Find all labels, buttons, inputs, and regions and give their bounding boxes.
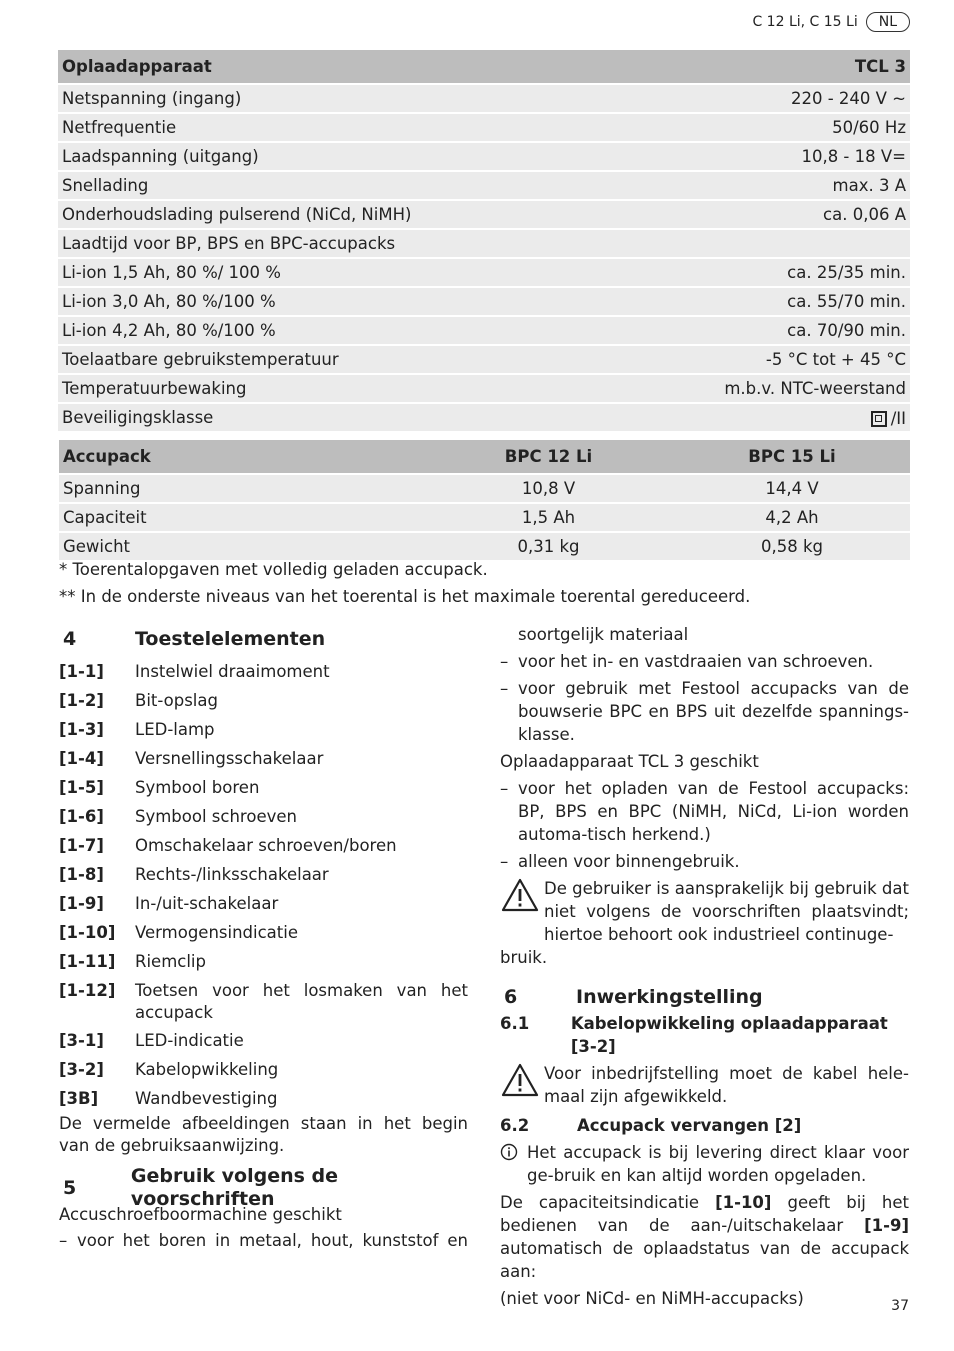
item-label: Versnellingsschakelaar <box>135 749 324 768</box>
spec-label: Onderhoudslading pulserend (NiCd, NiMH) <box>58 201 615 228</box>
protection-class-icon <box>871 411 887 427</box>
section-title: Inwerkingstelling <box>576 985 763 1008</box>
spec-label: Toelaatbare gebruikstemperatuur <box>58 346 615 373</box>
table-row <box>58 404 910 431</box>
item-label: In-/uit-schakelaar <box>135 894 279 913</box>
item-ref: [1-8] <box>59 865 104 884</box>
spec-value: 10,8 - 18 V= <box>615 143 910 170</box>
info-icon <box>500 1141 527 1187</box>
header-cell: TCL 3 <box>615 50 910 83</box>
spec-value <box>615 230 910 257</box>
item-label: Wandbevestiging <box>135 1089 278 1108</box>
spec-label: Capaciteit <box>59 504 423 531</box>
spec-value: 14,4 V <box>674 475 910 502</box>
capacity-paragraph: De capaciteitsindicatie [1-10] geeft bij het bedienen van de aan-/uitschakelaar [1-9] automatisch de oplaadstatus van de accupack aan: <box>500 1193 909 1281</box>
right-column <box>500 623 909 1310</box>
bullet-drilling-cont: soortgelijk materiaal <box>518 625 689 644</box>
warning-icon <box>500 1062 544 1108</box>
spec-label: Li-ion 1,5 Ah, 80 %/ 100 % <box>58 259 615 286</box>
bullet-battery-use: – voor gebruik met Festool accupacks van de bouwserie BPC en BPS uit dezelfde spannings-klasse. <box>500 679 909 744</box>
list-item <box>59 980 468 1024</box>
spec-label: Beveiligingsklasse <box>58 404 615 431</box>
list-item <box>59 947 468 976</box>
charger-intro: Oplaadapparaat TCL 3 geschikt <box>500 752 759 771</box>
list-item <box>59 831 468 860</box>
spec-value: 0,31 kg <box>423 533 674 560</box>
section-6-1-heading: 6.1 Kabelopwikkeling oplaadapparaat [3-2] <box>500 1014 888 1056</box>
item-ref: [1-12] <box>59 981 116 1000</box>
table-row <box>58 85 910 112</box>
list-item <box>59 773 468 802</box>
item-ref: [1-10] <box>59 923 116 942</box>
table-row <box>58 114 910 141</box>
header-cell: Accupack <box>59 440 423 473</box>
item-label: Toetsen voor het losmaken van het accupack <box>135 981 468 1022</box>
spec-label: Laadspanning (uitgang) <box>58 143 615 170</box>
spec-label: Gewicht <box>59 533 423 560</box>
table-row <box>58 230 910 257</box>
section-number: 4 <box>63 627 77 650</box>
table-row <box>59 533 910 560</box>
list-item <box>59 657 468 686</box>
table-row <box>59 504 910 531</box>
warning-liability-cont: bruik. <box>500 948 548 967</box>
list-item <box>59 802 468 831</box>
table-row <box>59 475 910 502</box>
warning-cable: Voor inbedrijfstelling moet de kabel hele-maal zijn afgewikkeld. <box>500 1062 909 1108</box>
item-label: Vermogensindicatie <box>135 923 298 942</box>
spec-label: Netfrequentie <box>58 114 615 141</box>
header-cell: BPC 12 Li <box>423 440 674 473</box>
header-cell: BPC 15 Li <box>674 440 910 473</box>
spec-value: ca. 70/90 min. <box>615 317 910 344</box>
spec-value: m.b.v. NTC-weerstand <box>615 375 910 402</box>
section-title: Gebruik volgens de voorschriften <box>130 1165 339 1210</box>
warning-liability: De gebruiker is aansprakelijk bij gebruik dat niet volgens de voorschriften plaatsvindt; hiertoe behoort ook industrieel continuge- <box>500 877 909 946</box>
item-label: Rechts-/linksschakelaar <box>135 865 329 884</box>
item-label: Symbool schroeven <box>135 807 297 826</box>
item-ref: [1-6] <box>59 807 104 826</box>
spec-value: 220 - 240 V ~ <box>615 85 910 112</box>
component-list <box>59 657 468 976</box>
item-label: Omschakelaar schroeven/boren <box>135 836 397 855</box>
spec-value: 4,2 Ah <box>674 504 910 531</box>
list-item <box>59 1084 468 1113</box>
battery-spec-table <box>59 438 910 562</box>
table-header-row <box>58 50 910 83</box>
item-ref: [3-2] <box>59 1060 104 1079</box>
list-item <box>59 889 468 918</box>
table-row <box>58 288 910 315</box>
table-row <box>58 143 910 170</box>
spec-label: Spanning <box>59 475 423 502</box>
item-label: Kabelopwikkeling <box>135 1060 279 1079</box>
item-ref: [1-9] <box>59 894 104 913</box>
page-number: 37 <box>891 1298 909 1314</box>
list-item <box>59 744 468 773</box>
item-label: Riemclip <box>135 952 206 971</box>
spec-label: Snellading <box>58 172 615 199</box>
section-4-footer: De vermelde afbeeldingen staan in het begin van de gebruiksaanwijzing. <box>59 1114 468 1155</box>
warning-icon <box>500 877 544 946</box>
item-ref: [1-11] <box>59 952 116 971</box>
spec-label: Li-ion 3,0 Ah, 80 %/100 % <box>58 288 615 315</box>
table-header-row <box>59 440 910 473</box>
list-item <box>59 715 468 744</box>
table-row <box>58 346 910 373</box>
list-item <box>59 1055 468 1084</box>
section-6-heading <box>500 983 909 1011</box>
page-header <box>752 12 910 32</box>
component-list-2 <box>59 1026 468 1113</box>
list-item <box>59 918 468 947</box>
spec-value: -5 °C tot + 45 °C <box>615 346 910 373</box>
spec-value: 0,58 kg <box>674 533 910 560</box>
table-row <box>58 172 910 199</box>
bullet-drilling: – voor het boren in metaal, hout, kunststof en <box>59 1231 468 1250</box>
section-title: Toestelelementen <box>135 627 326 650</box>
section-number: 6 <box>504 985 518 1008</box>
item-label: LED-lamp <box>135 720 215 739</box>
section-number: 5 <box>63 1176 77 1199</box>
item-ref: [1-1] <box>59 662 104 681</box>
table-row <box>58 317 910 344</box>
item-ref: [1-4] <box>59 749 104 768</box>
item-label: LED-indicatie <box>135 1031 244 1050</box>
spec-value: ca. 0,06 A <box>615 201 910 228</box>
bullet-charging: – voor het opladen van de Festool accupacks: BP, BPS en BPC (NiMH, NiCd, Li-ion worden automa-tisch herkend.) <box>500 779 909 844</box>
bullet-screwing: – voor het in- en vastdraaien van schroeven. <box>500 652 874 671</box>
header-cell: Oplaadapparaat <box>58 50 615 83</box>
spec-label: Temperatuurbewaking <box>58 375 615 402</box>
footnote-2: ** In de onderste niveaus van het toerental is het maximale toerental gereduceerd. <box>59 587 751 606</box>
capacity-note: (niet voor NiCd- en NiMH-accupacks) <box>500 1289 804 1308</box>
section-4-heading <box>59 624 468 654</box>
spec-label: Laadtijd voor BP, BPS en BPC-accupacks <box>58 230 615 257</box>
charger-spec-table <box>58 48 910 433</box>
item-ref: [3B] <box>59 1089 99 1108</box>
spec-value: 10,8 V <box>423 475 674 502</box>
table-row <box>58 201 910 228</box>
item-ref: [1-3] <box>59 720 104 739</box>
item-label: Symbool boren <box>135 778 260 797</box>
left-column <box>59 624 468 1254</box>
item-label: Instelwiel draaimoment <box>135 662 330 681</box>
spec-value: ca. 25/35 min. <box>615 259 910 286</box>
language-badge: NL <box>866 12 910 32</box>
info-note: Het accupack is bij levering direct klaar voor ge-bruik en kan altijd worden opgeladen. <box>500 1141 909 1187</box>
spec-value: ca. 55/70 min. <box>615 288 910 315</box>
section-5-intro: Accuschroefboormachine geschikt <box>59 1205 342 1224</box>
spec-value: max. 3 A <box>615 172 910 199</box>
item-ref: [1-7] <box>59 836 104 855</box>
item-ref: [1-5] <box>59 778 104 797</box>
item-ref: [1-2] <box>59 691 104 710</box>
section-6-2-heading: 6.2 Accupack vervangen [2] <box>500 1116 802 1135</box>
footnote-1: * Toerentalopgaven met volledig geladen accupack. <box>59 560 488 579</box>
section-5-heading <box>59 1165 468 1210</box>
list-item <box>59 686 468 715</box>
list-item <box>59 860 468 889</box>
list-item <box>59 1026 468 1055</box>
item-label: Bit-opslag <box>135 691 218 710</box>
model-names: C 12 Li, C 15 Li <box>752 14 858 30</box>
table-row <box>58 375 910 402</box>
spec-value: 1,5 Ah <box>423 504 674 531</box>
spec-label: Li-ion 4,2 Ah, 80 %/100 % <box>58 317 615 344</box>
item-ref: [3-1] <box>59 1031 104 1050</box>
spec-label: Netspanning (ingang) <box>58 85 615 112</box>
table-row <box>58 259 910 286</box>
spec-value: /II <box>615 404 910 431</box>
bullet-indoor: – alleen voor binnengebruik. <box>500 852 740 871</box>
spec-value: 50/60 Hz <box>615 114 910 141</box>
